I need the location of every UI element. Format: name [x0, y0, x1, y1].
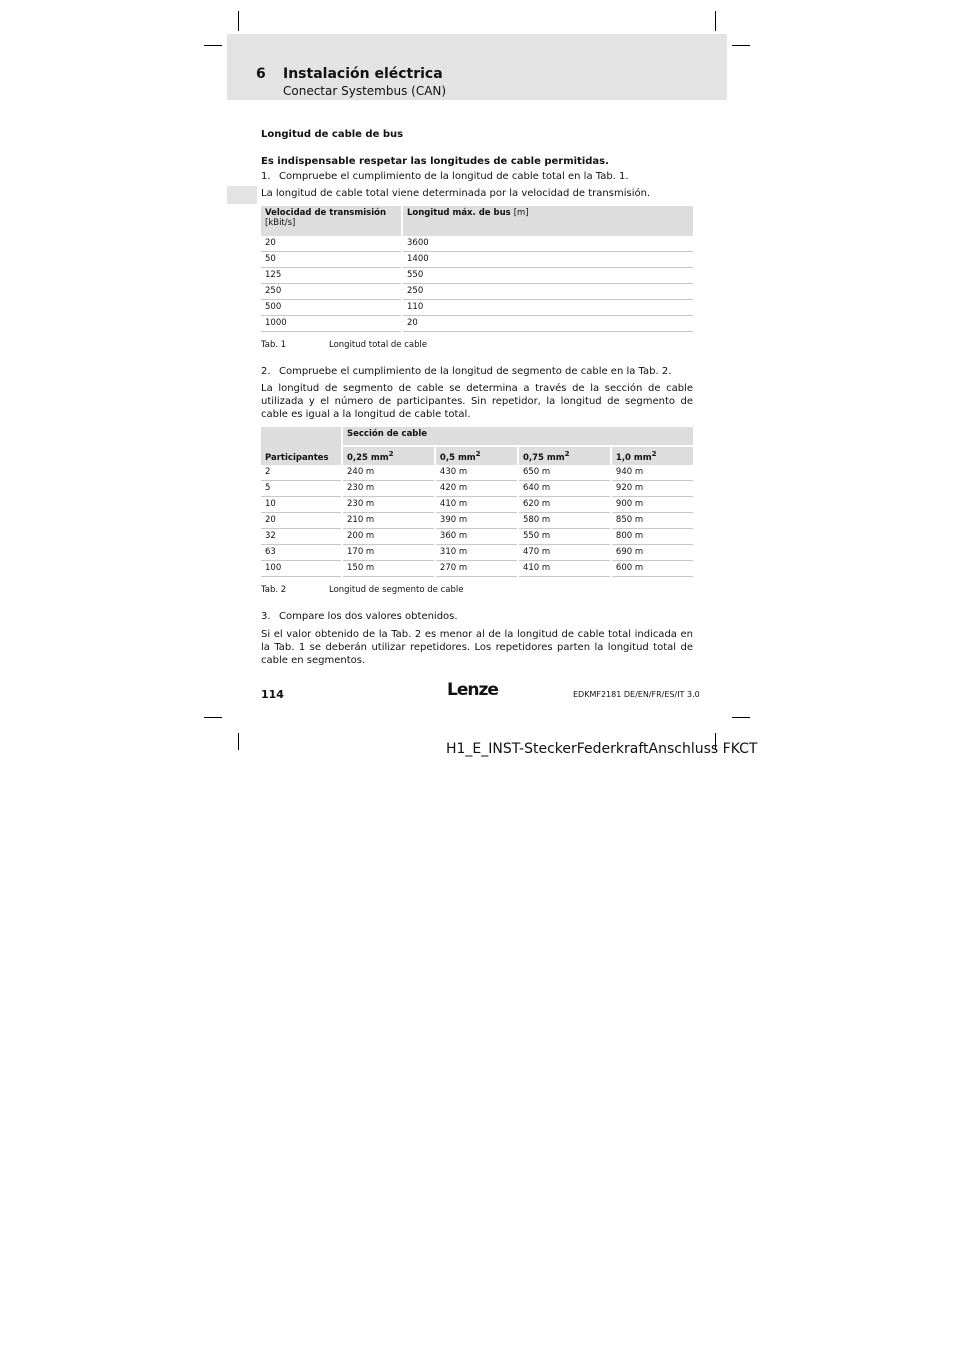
step-1	[261, 170, 629, 183]
table-header-cell: Sección de cable	[343, 427, 693, 445]
table-cell: 390 m	[436, 513, 517, 529]
step-number: 1.	[261, 171, 271, 182]
table-cell: 20	[261, 513, 341, 529]
step-text: Compruebe el cumplimiento de la longitud de cable total en la Tab. 1.	[279, 171, 629, 182]
table-cell: 580 m	[519, 513, 610, 529]
step-number: 2.	[261, 366, 271, 377]
table-row	[261, 236, 693, 252]
table-cell: 620 m	[519, 497, 610, 513]
table-row	[261, 561, 693, 577]
chapter-title: Instalación eléctrica	[283, 66, 443, 82]
crop-mark	[204, 45, 222, 46]
table-cell: 20	[261, 236, 401, 252]
table-cell: 2	[261, 465, 341, 481]
step-text: Compruebe el cumplimiento de la longitud de segmento de cable en la Tab. 2.	[279, 366, 672, 377]
unit-superscript: 2	[475, 449, 481, 458]
table-cell: 1400	[403, 252, 693, 268]
crop-mark	[238, 733, 239, 750]
step-2	[261, 365, 671, 378]
table-cell: 360 m	[436, 529, 517, 545]
table-cell: 940 m	[612, 465, 693, 481]
table-row	[261, 252, 693, 268]
table-row	[261, 529, 693, 545]
table-cell: 5	[261, 481, 341, 497]
table-header-cell	[261, 206, 401, 236]
crop-mark	[715, 11, 716, 31]
section-heading: Longitud de cable de bus	[261, 129, 404, 140]
caption-label: Tab. 1	[261, 340, 287, 350]
unit-superscript: 2	[388, 449, 394, 458]
table-cell: 230 m	[343, 481, 434, 497]
chapter-number: 6	[256, 66, 266, 82]
crop-mark	[732, 717, 750, 718]
section-title: Conectar Systembus (CAN)	[283, 84, 447, 98]
section-label: 0,5 mm	[439, 452, 476, 463]
table-cell: 20	[403, 316, 693, 332]
table-header-cell	[343, 445, 434, 465]
table-cell: 310 m	[436, 545, 517, 561]
header-label: Longitud máx. de bus	[407, 208, 511, 218]
table-cell: 470 m	[519, 545, 610, 561]
table-2-caption	[261, 585, 463, 595]
table-row	[261, 284, 693, 300]
table-total-length	[259, 206, 695, 332]
table-header-cell: Participantes	[261, 427, 341, 465]
table-cell: 125	[261, 268, 401, 284]
table-cell: 200 m	[343, 529, 434, 545]
caption-text: Longitud de segmento de cable	[329, 585, 464, 595]
table-cell: 210 m	[343, 513, 434, 529]
crop-mark	[204, 717, 222, 718]
table-1-caption	[261, 340, 427, 350]
header-unit: [kBit/s]	[265, 218, 296, 228]
side-tab-marker	[227, 186, 257, 204]
table-cell: 420 m	[436, 481, 517, 497]
table-header-cell	[519, 445, 610, 465]
header-label: Velocidad de transmisión	[265, 208, 386, 218]
table-cell: 1000	[261, 316, 401, 332]
document-name: H1_E_INST-SteckerFederkraftAnschluss FKCT	[446, 741, 758, 757]
table-cell: 850 m	[612, 513, 693, 529]
caption-label: Tab. 2	[261, 585, 287, 595]
table-cell: 690 m	[612, 545, 693, 561]
step-number: 3.	[261, 611, 271, 622]
notice-text: Es indispensable respetar las longitudes de cable permitidas.	[261, 156, 609, 167]
table-cell: 63	[261, 545, 341, 561]
table-row	[261, 300, 693, 316]
header-unit: [m]	[513, 208, 529, 218]
table-header-cell	[612, 445, 693, 465]
table-header-cell	[403, 206, 693, 236]
table-cell: 170 m	[343, 545, 434, 561]
table-row	[261, 481, 693, 497]
table-cell: 600 m	[612, 561, 693, 577]
table-row	[261, 268, 693, 284]
table-row	[261, 545, 693, 561]
table-segment-length	[259, 427, 695, 577]
table-row	[261, 513, 693, 529]
table-cell: 410 m	[436, 497, 517, 513]
page-number: 114	[261, 688, 284, 701]
table-cell: 100	[261, 561, 341, 577]
table-row	[261, 497, 693, 513]
table-cell: 920 m	[612, 481, 693, 497]
crop-mark	[238, 11, 239, 31]
step-1-note: La longitud de cable total viene determinada por la velocidad de transmisión.	[261, 188, 651, 199]
table-cell: 650 m	[519, 465, 610, 481]
table-cell: 3600	[403, 236, 693, 252]
step-text: Compare los dos valores obtenidos.	[279, 611, 458, 622]
crop-mark	[732, 45, 750, 46]
table-cell: 32	[261, 529, 341, 545]
table-row	[261, 316, 693, 332]
table-cell: 430 m	[436, 465, 517, 481]
step-3	[261, 610, 458, 623]
table-cell: 550	[403, 268, 693, 284]
lenze-logo: Lenze	[447, 680, 498, 700]
table-row	[261, 465, 693, 481]
table-cell: 10	[261, 497, 341, 513]
table-cell: 640 m	[519, 481, 610, 497]
table-cell: 110	[403, 300, 693, 316]
table-cell: 270 m	[436, 561, 517, 577]
caption-text: Longitud total de cable	[329, 340, 428, 350]
table-cell: 250	[403, 284, 693, 300]
table-cell: 50	[261, 252, 401, 268]
section-label: 0,25 mm	[347, 452, 389, 463]
conclusion-text: Si el valor obtenido de la Tab. 2 es menor al de la longitud de cable total indicada en la Tab. 1 se deberán utilizar repetidores. Los repetidores parten la longitud total de cable en segmentos.	[261, 629, 693, 666]
table-cell: 250	[261, 284, 401, 300]
unit-superscript: 2	[564, 449, 570, 458]
table-cell: 150 m	[343, 561, 434, 577]
table-cell: 240 m	[343, 465, 434, 481]
section-label: 1,0 mm	[615, 452, 652, 463]
table-cell: 230 m	[343, 497, 434, 513]
table-header-cell	[436, 445, 517, 465]
table-cell: 500	[261, 300, 401, 316]
step-2-note: La longitud de segmento de cable se determina a través de la sección de cable utilizada y el número de participantes. Sin repetidor, la longitud de segmento de cable es igual a la longitud de cable total.	[261, 383, 693, 420]
unit-superscript: 2	[651, 449, 657, 458]
section-label: 0,75 mm	[522, 452, 565, 463]
table-cell: 900 m	[612, 497, 693, 513]
table-cell: 550 m	[519, 529, 610, 545]
table-cell: 410 m	[519, 561, 610, 577]
table-cell: 800 m	[612, 529, 693, 545]
document-code: EDKMF2181 DE/EN/FR/ES/IT 3.0	[573, 690, 700, 699]
